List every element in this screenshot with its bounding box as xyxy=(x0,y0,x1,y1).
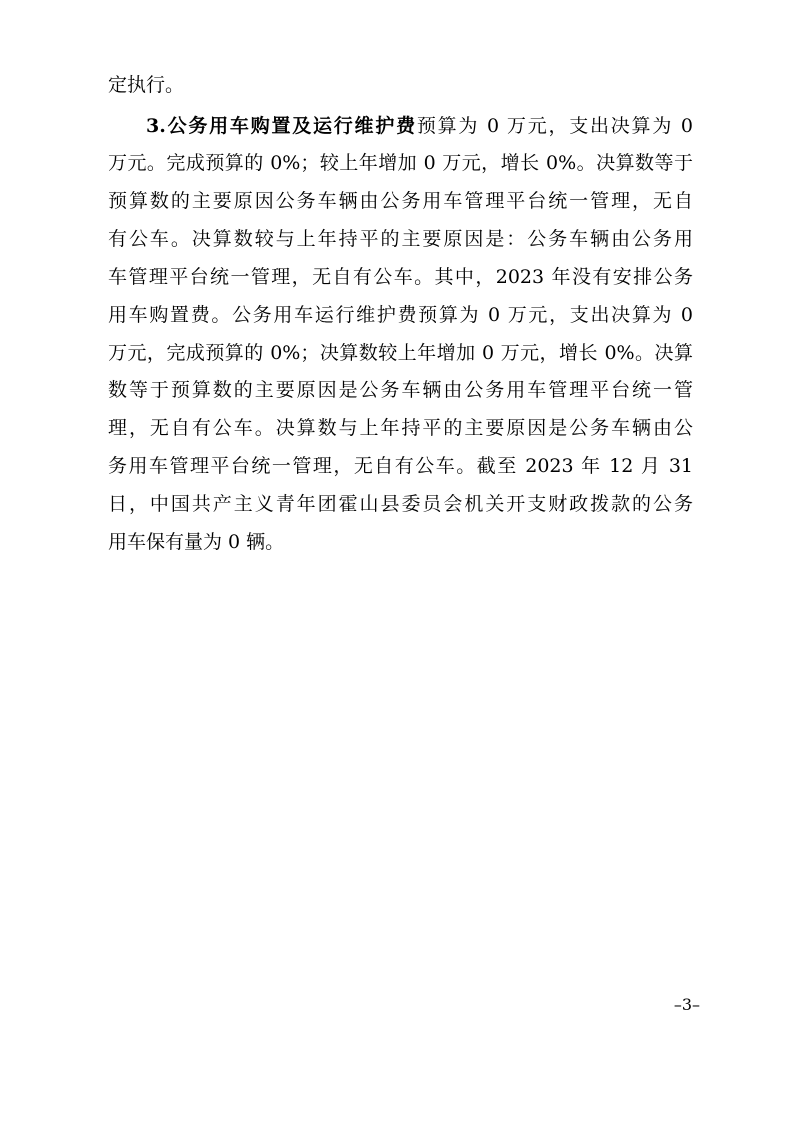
paragraph-line-9: 数等于预算数的主要原因是公务车辆由公务用车管理平台统一管 xyxy=(108,379,693,401)
paragraph-line-8: 万元，完成预算的 0%；决算数较上年增加 0 万元，增长 0%。决算 xyxy=(108,342,693,364)
paragraph-line-1: 定执行。 xyxy=(108,74,185,96)
section-heading: 3.公务用车购置及运行维护费 xyxy=(146,115,417,137)
paragraph-line-7: 用车购置费。公务用车运行维护费预算为 0 万元，支出决算为 0 xyxy=(108,304,693,326)
paragraph-line-5: 有公车。决算数较与上年持平的主要原因是：公务车辆由公务用 xyxy=(108,228,693,250)
paragraph-line-2-text: 预算为 0 万元，支出决算为 0 xyxy=(416,115,694,137)
paragraph-line-6: 车管理平台统一管理，无自有公车。其中，2023 年没有安排公务 xyxy=(108,266,693,288)
paragraph-line-4: 预算数的主要原因公务车辆由公务用车管理平台统一管理，无自 xyxy=(108,190,693,212)
paragraph-line-10: 理，无自有公车。决算数与上年持平的主要原因是公务车辆由公 xyxy=(108,417,693,439)
paragraph-line-3: 万元。完成预算的 0%；较上年增加 0 万元，增长 0%。决算数等于 xyxy=(108,152,693,174)
paragraph-line-13: 用车保有量为 0 辆。 xyxy=(108,531,285,553)
page-number: –3– xyxy=(673,995,700,1014)
paragraph-line-12: 日，中国共产主义青年团霍山县委员会机关开支财政拨款的公务 xyxy=(108,493,693,515)
paragraph-line-11: 务用车管理平台统一管理，无自有公车。截至 2023 年 12 月 31 xyxy=(108,455,693,477)
paragraph-line-2 xyxy=(146,109,693,143)
